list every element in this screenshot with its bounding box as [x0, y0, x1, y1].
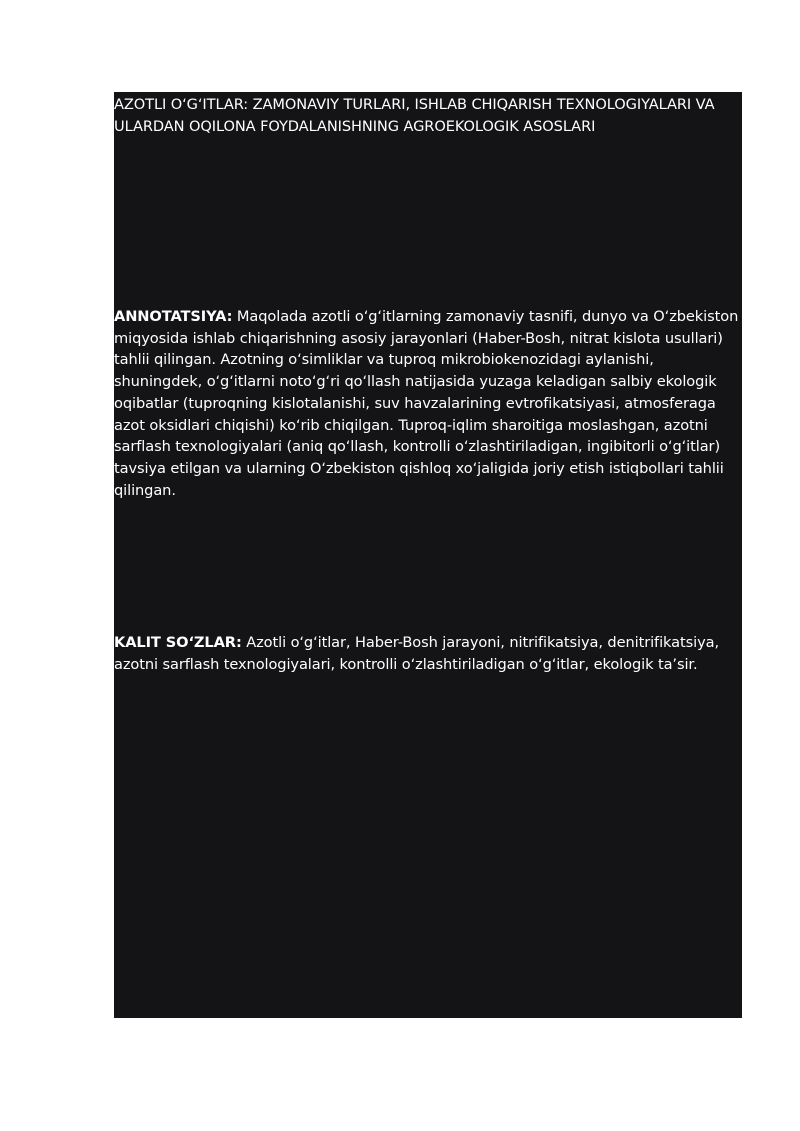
annotation-text: Maqolada azotli o‘g‘itlarning zamonaviy tasnifi, dunyo va O‘zbekiston miqyosida ishlab chiqarishning asosiy jarayonlari (Haber-Bosh, nitrat kislota usullari) tahlii qilingan. Azotning o‘simliklar va tuproq mikrobiokenozidagi aylanishi, shuningdek, o‘g‘itlarni noto‘g‘ri qo‘llash natijasida yuzaga keladigan salbiy ekologik oqibatlar (tuproqning kislotalanishi, suv havzalarining evtrofikatsiyasi, atmosferaga azot oksidlari chiqishi) ko‘rib chiqilgan. Tuproq-iqlim sharoitiga moslashgan, azotni sarflash texnologiyalari (aniq qo‘llash, kontrolli o‘zlashtiriladigan, ingibitorli o‘g‘itlar) tavsiya etilgan va ularning O‘zbekiston qishloq xo‘jaligida joriy etish istiqbollari tahlii qilingan. — [114, 308, 739, 499]
keywords-text: Azotli o‘g‘itlar, Haber-Bosh jarayoni, nitrifikatsiya, denitrifikatsiya, azotni sarflash texnologiyalari, kontrolli o‘zlashtiriladigan o‘g‘itlar, ekologik ta’sir. — [114, 634, 719, 673]
keywords-paragraph — [114, 632, 744, 675]
keywords-label: KALIT SO‘ZLAR: — [114, 634, 242, 651]
annotation-paragraph — [114, 306, 744, 501]
document-title: AZOTLI O‘G‘ITLAR: ZAMONAVIY TURLARI, ISHLAB CHIQARISH TEXNOLOGIYALARI VA ULARDAN OQILONA FOYDALANISHNING AGROEKOLOGIK ASOSLARI — [114, 96, 715, 135]
annotation-label: ANNOTATSIYA: — [114, 308, 233, 325]
document-page — [114, 92, 742, 1018]
